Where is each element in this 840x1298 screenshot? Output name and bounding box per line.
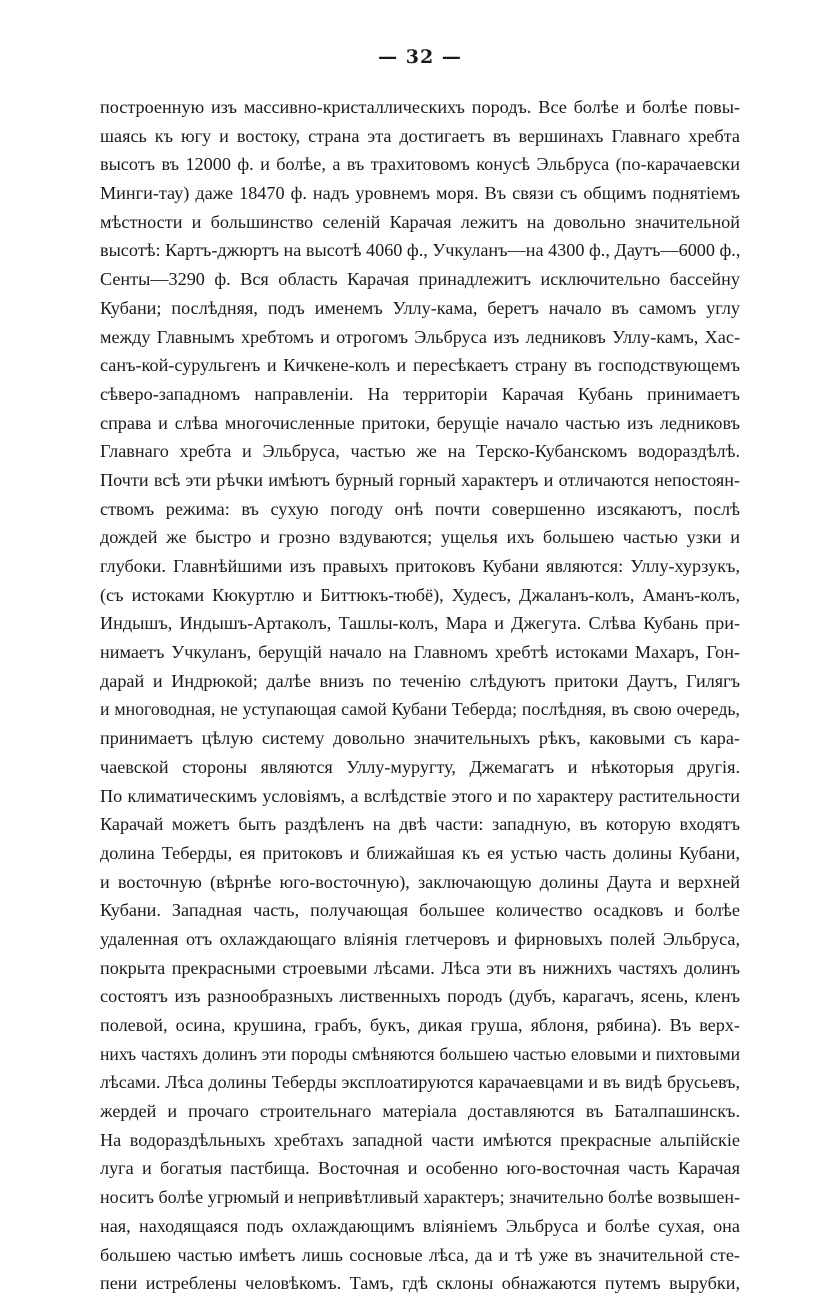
text-line: построенную изъ массивно-кристаллическихъ породъ. Все болѣе и болѣе повы- [100, 97, 740, 117]
text-line: высотѣ: Картъ-джюртъ на высотѣ 4060 ф., Учкуланъ—на 4300 ф., Даутъ—6000 ф., [100, 240, 740, 261]
text-line: Почти всѣ эти рѣчки имѣютъ бурный горный характеръ и отличаются непостоян- [100, 469, 740, 490]
text-line: дождей же быстро и грозно вздуваются; ущелья ихъ большею частью узки и [100, 527, 740, 548]
text-line: Индышъ, Индышъ-Артаколъ, Ташлы-колъ, Мара и Джегута. Слѣва Кубань при- [100, 613, 740, 634]
text-line: ствомъ режима: въ сухую погоду онѣ почти совершенно изсякаютъ, послѣ [100, 498, 740, 519]
text-line: сѣверо-западномъ направленіи. На территоріи Карачая Кубань принимаетъ [100, 383, 740, 404]
text-line: между Главнымъ хребтомъ и отрогомъ Эльбруса изъ ледниковъ Уллу-камъ, Хас- [100, 326, 740, 347]
text-line: долина Теберды, ея притоковъ и ближайшая къ ея устью часть долины Кубани, [100, 842, 740, 863]
text-line: дарай и Индрюкой; далѣе внизъ по теченію слѣдуютъ притоки Даутъ, Гилягъ [100, 670, 740, 691]
text-line: Главнаго хребта и Эльбруса, частью же на Терско-Кубанскомъ водораздѣлѣ. [100, 441, 740, 462]
text-line: ная, находящаяся подъ охлаждающимъ вліяніемъ Эльбруса и болѣе сухая, она [100, 1215, 740, 1236]
text-line: покрыта прекрасными строевыми лѣсами. Лѣса эти въ нижнихъ частяхъ долинъ [100, 957, 740, 978]
text-line: мѣстности и большинство селеній Карачая лежитъ на довольно значительной [100, 211, 740, 232]
text-line: санъ-кой-сурульгенъ и Кичкене-колъ и пересѣкаетъ страну въ господствующемъ [100, 355, 740, 376]
text-line: нихъ частяхъ долинъ эти породы смѣняются большею частью еловыми и пихтовыми [100, 1043, 740, 1064]
text-line: пени истреблены человѣкомъ. Тамъ, гдѣ склоны обнажаются путемъ вырубки, [100, 1273, 740, 1294]
text-line: По климатическимъ условіямъ, а вслѣдствіе этого и по характеру растительности [100, 785, 740, 806]
text-line: нимаетъ Учкуланъ, берущій начало на Главномъ хребтѣ истоками Махаръ, Гон- [100, 642, 740, 663]
text-line: жердей и прочаго строительнаго матеріала доставляются въ Баталпашинскъ. [100, 1101, 740, 1122]
text-line: глубоки. Главнѣйшими изъ правыхъ притоковъ Кубани являются: Уллу-хурзукъ, [100, 556, 740, 576]
page-number: — 32 — [378, 46, 462, 68]
text-line: полевой, осина, крушина, грабъ, букъ, дикая груша, яблоня, рябина). Въ верх- [100, 1015, 740, 1035]
text-line: (съ истоками Кюкуртлю и Биттюкъ-тюбё), Худесъ, Джаланъ-колъ, Аманъ-колъ, [100, 584, 740, 605]
text-line: удаленная отъ охлаждающаго вліянія глетчеровъ и фирновыхъ полей Эльбруса, [100, 928, 740, 949]
text-line: Кубани; послѣдняя, подъ именемъ Уллу-кама, беретъ начало въ самомъ углу [100, 297, 740, 318]
text-line: Минги-тау) даже 18470 ф. надъ уровнемъ моря. Въ связи съ общимъ поднятіемъ [100, 183, 740, 204]
text-line: шаясь къ югу и востоку, страна эта достигаетъ въ вершинахъ Главнаго хребта [100, 125, 740, 146]
text-line: высотъ въ 12000 ф. и болѣе, а въ трахитовомъ конусѣ Эльбруса (по-карачаевски [100, 154, 740, 175]
text-line: Кубани. Западная часть, получающая большее количество осадковъ и болѣе [100, 900, 740, 921]
text-line: состоятъ изъ разнообразныхъ лиственныхъ породъ (дубъ, карагачъ, ясень, кленъ [100, 986, 740, 1007]
body-text [100, 93, 740, 1298]
text-line: чаевской стороны являются Уллу-муругту, Джемагатъ и нѣкоторыя другія. [100, 756, 740, 777]
text-line: На водораздѣльныхъ хребтахъ западной части имѣются прекрасные альпійскіе [100, 1129, 740, 1150]
text-line: Карачай можетъ быть раздѣленъ на двѣ части: западную, въ которую входятъ [100, 814, 740, 835]
text-line: луга и богатыя пастбища. Восточная и особенно юго-восточная часть Карачая [100, 1158, 740, 1179]
text-line: носитъ болѣе угрюмый и непривѣтливый характеръ; значительно болѣе возвышен- [100, 1187, 740, 1208]
text-line: принимаетъ цѣлую систему довольно значительныхъ рѣкъ, каковыми съ кара- [100, 728, 740, 749]
text-line: и многоводная, не уступающая самой Кубани Теберда; послѣдняя, въ свою очередь, [100, 699, 740, 720]
text-line: лѣсами. Лѣса долины Теберды эксплоатируются карачаевцами и въ видѣ брусьевъ, [100, 1072, 740, 1093]
text-line: справа и слѣва многочисленные притоки, берущіе начало частью изъ ледниковъ [100, 412, 740, 433]
text-line: большею частью имѣетъ лишь сосновые лѣса, да и тѣ уже въ значительной сте- [100, 1244, 740, 1265]
text-line: Сенты—3290 ф. Вся область Карачая принадлежитъ исключительно бассейну [100, 269, 740, 290]
text-line: и восточную (вѣрнѣе юго-восточную), заключающую долины Даута и верхней [100, 871, 740, 892]
